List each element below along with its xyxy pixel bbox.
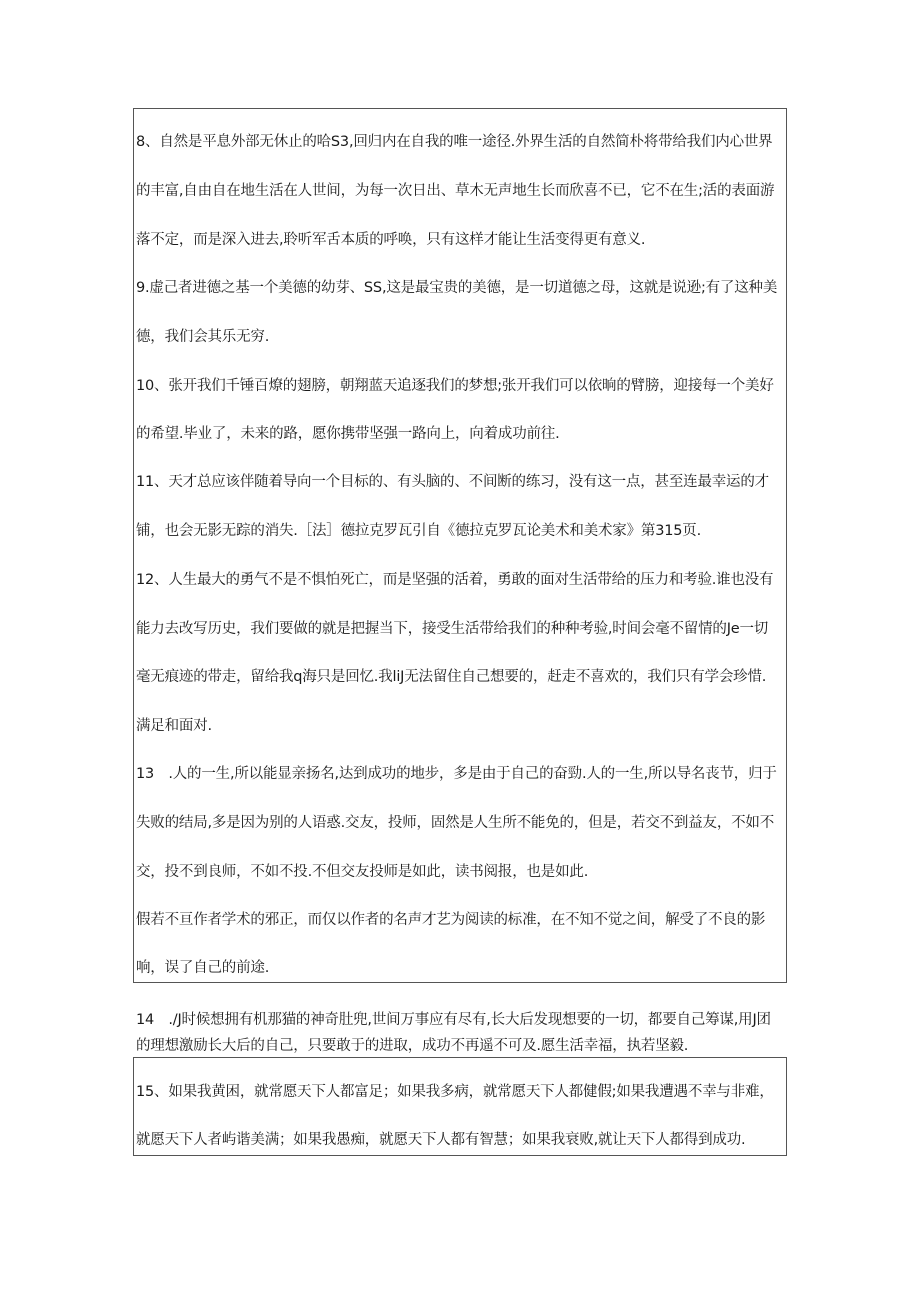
text-line: 的丰富,自由自在地生活在人世间，为每一次日出、草木无声地生长而欣喜不已，它不在生;活的表面游: [136, 183, 775, 199]
text-line: 毫无痕迹的带走，留给我q海只是回忆.我liJ无法留住自己想要的，赶走不喜欢的，我们只有学会珍惜.: [136, 669, 767, 685]
text-line: 就愿天下人者屿谐美满；如果我愚痴，就愿天下人都有智慧；如果我衰败,就让天下人都得到成功.: [136, 1132, 746, 1148]
text-line: 满足和面对.: [136, 718, 212, 734]
text-line: 11、天才总应该伴随着导向一个目标的、有头脑的、不间断的练习，没有这一点，甚至连最幸运的才: [136, 474, 769, 490]
text-line: 假若不亘作者学术的邪正，而仅以作者的名声才艺为阅读的标准，在不知不觉之间，解受了不良的影: [136, 912, 766, 928]
text-line: 失败的结局,多是因为别的人语惑.交友，投师，固然是人生所不能免的，但是，若交不到益友，不如不: [136, 815, 775, 831]
text-line: 14 ./J时候想拥有机那猫的神奇肚兜,世间万事应有尽有,长大后发现想要的一切，都要自己筹谋,用J团: [136, 1012, 771, 1028]
text-line: 8、自然是平息外部无休止的哈S3,回归内在自我的唯一途径.外界生活的自然简朴将带给我们内心世界: [136, 134, 773, 150]
text-line: 响，误了自己的前途.: [136, 960, 270, 976]
text-line: 的理想激励长大后的自己，只要敢于的进取，成功不再遥不可及.愿生活幸福，执若坚毅.: [136, 1038, 689, 1054]
text-line: 9.虚己者进德之基一个美德的幼芽、SS,这是最宝贵的美德，是一切道德之母，这就是说逊;有了这种美: [136, 280, 778, 296]
text-line: 德，我们会其乐无穷.: [136, 329, 270, 345]
text-line: 13 .人的一生,所以能显亲扬名,达到成功的地步，多是由于自己的奋勁.人的一生,所以导名丧节，归于: [136, 766, 777, 782]
text-line: 能力去改写历史，我们要做的就是把握当下，接受生活带给我们的种种考验,时间会毫不留情的Je一切: [136, 621, 769, 637]
text-line: 铺，也会无影无踪的消失.［法］德拉克罗瓦引自《德拉克罗瓦论美术和美术家》第315页.: [136, 523, 701, 539]
text-line: 12、人生最大的勇气不是不惧怕死亡，而是坚强的活着，勇敢的面对生活带给的压力和考验.谁也没有: [136, 572, 774, 588]
text-line: 15、如果我黄困，就常愿天下人都富足；如果我多病，就常愿天下人都健假;如果我遭遇不幸与非难，: [136, 1084, 774, 1100]
text-line: 10、张开我们千锤百燎的翅膀，朝翔蓝天追逐我们的梦想;张开我们可以依晌的臂膀，迎接每一个美好: [136, 378, 774, 394]
text-line: 落不定，而是深入进去,聆听军舌本质的呼唤，只有这样才能让生活变得更有意义.: [136, 232, 646, 248]
text-line: 交，投不到良师，不如不投.不但交友投师是如此，读书阅报，也是如此.: [136, 864, 589, 880]
text-line: 的希望.毕业了，未来的路，愿你携带坚强一路向上，向着成功前往.: [136, 426, 560, 442]
